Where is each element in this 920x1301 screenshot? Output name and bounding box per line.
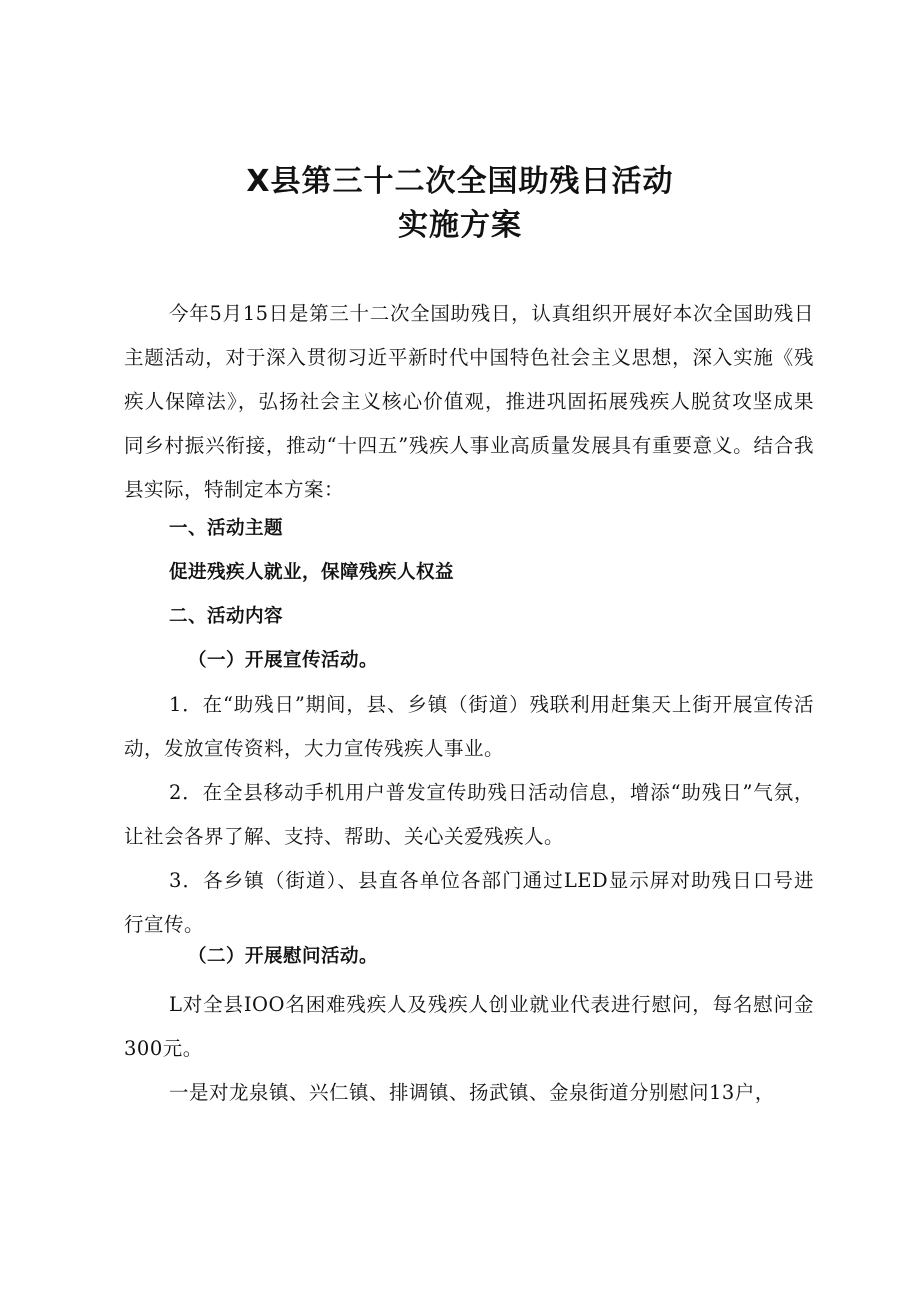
list-item-1: 1．在“助残日”期间，县、乡镇（街道）残联利用赶集天上街开展宣传活动，发放宣传资料，大力宣传残疾人事业。	[124, 693, 814, 760]
subsection-2-heading: （二）开展慰问活动。	[188, 946, 379, 967]
document-title-line-2: 实施方案	[398, 208, 522, 243]
intro-paragraph: 今年5月15日是第三十二次全国助残日，认真组织开展好本次全国助残日主题活动，对于深入贯彻习近平新时代中国特色社会主义思想，深入实施《残疾人保障法》，弘扬社会主义核心价值观，推进巩固拓展残疾人脱贫攻坚成果同乡村振兴衔接，推动“十四五”残疾人事业高质量发展具有重要意义。结合我县实际，特制定本方案：	[124, 302, 814, 501]
list-item-4: L对全县IOO名困难残疾人及残疾人创业就业代表进行慰问，每名慰问金300元。	[124, 993, 814, 1060]
list-item-3: 3．各乡镇（街道）、县直各单位各部门通过LED显示屏对助残日口号进行宣传。	[124, 869, 814, 936]
activity-theme: 促进残疾人就业，保障残疾人权益	[169, 562, 455, 583]
list-item-2: 2．在全县移动手机用户普发宣传助残日活动信息，增添“助残日”气氛，让社会各界了解、支持、帮助、关心关爱残疾人。	[124, 781, 814, 848]
section-2-heading: 二、活动内容	[169, 606, 284, 627]
list-item-5: 一是对龙泉镇、兴仁镇、排调镇、扬武镇、金泉街道分别慰问13户，	[169, 1081, 775, 1104]
document-title-line-1: X县第三十二次全国助残日活动	[246, 164, 674, 199]
subsection-1-heading: （一）开展宣传活动。	[188, 650, 379, 671]
section-1-heading: 一、活动主题	[169, 518, 284, 539]
